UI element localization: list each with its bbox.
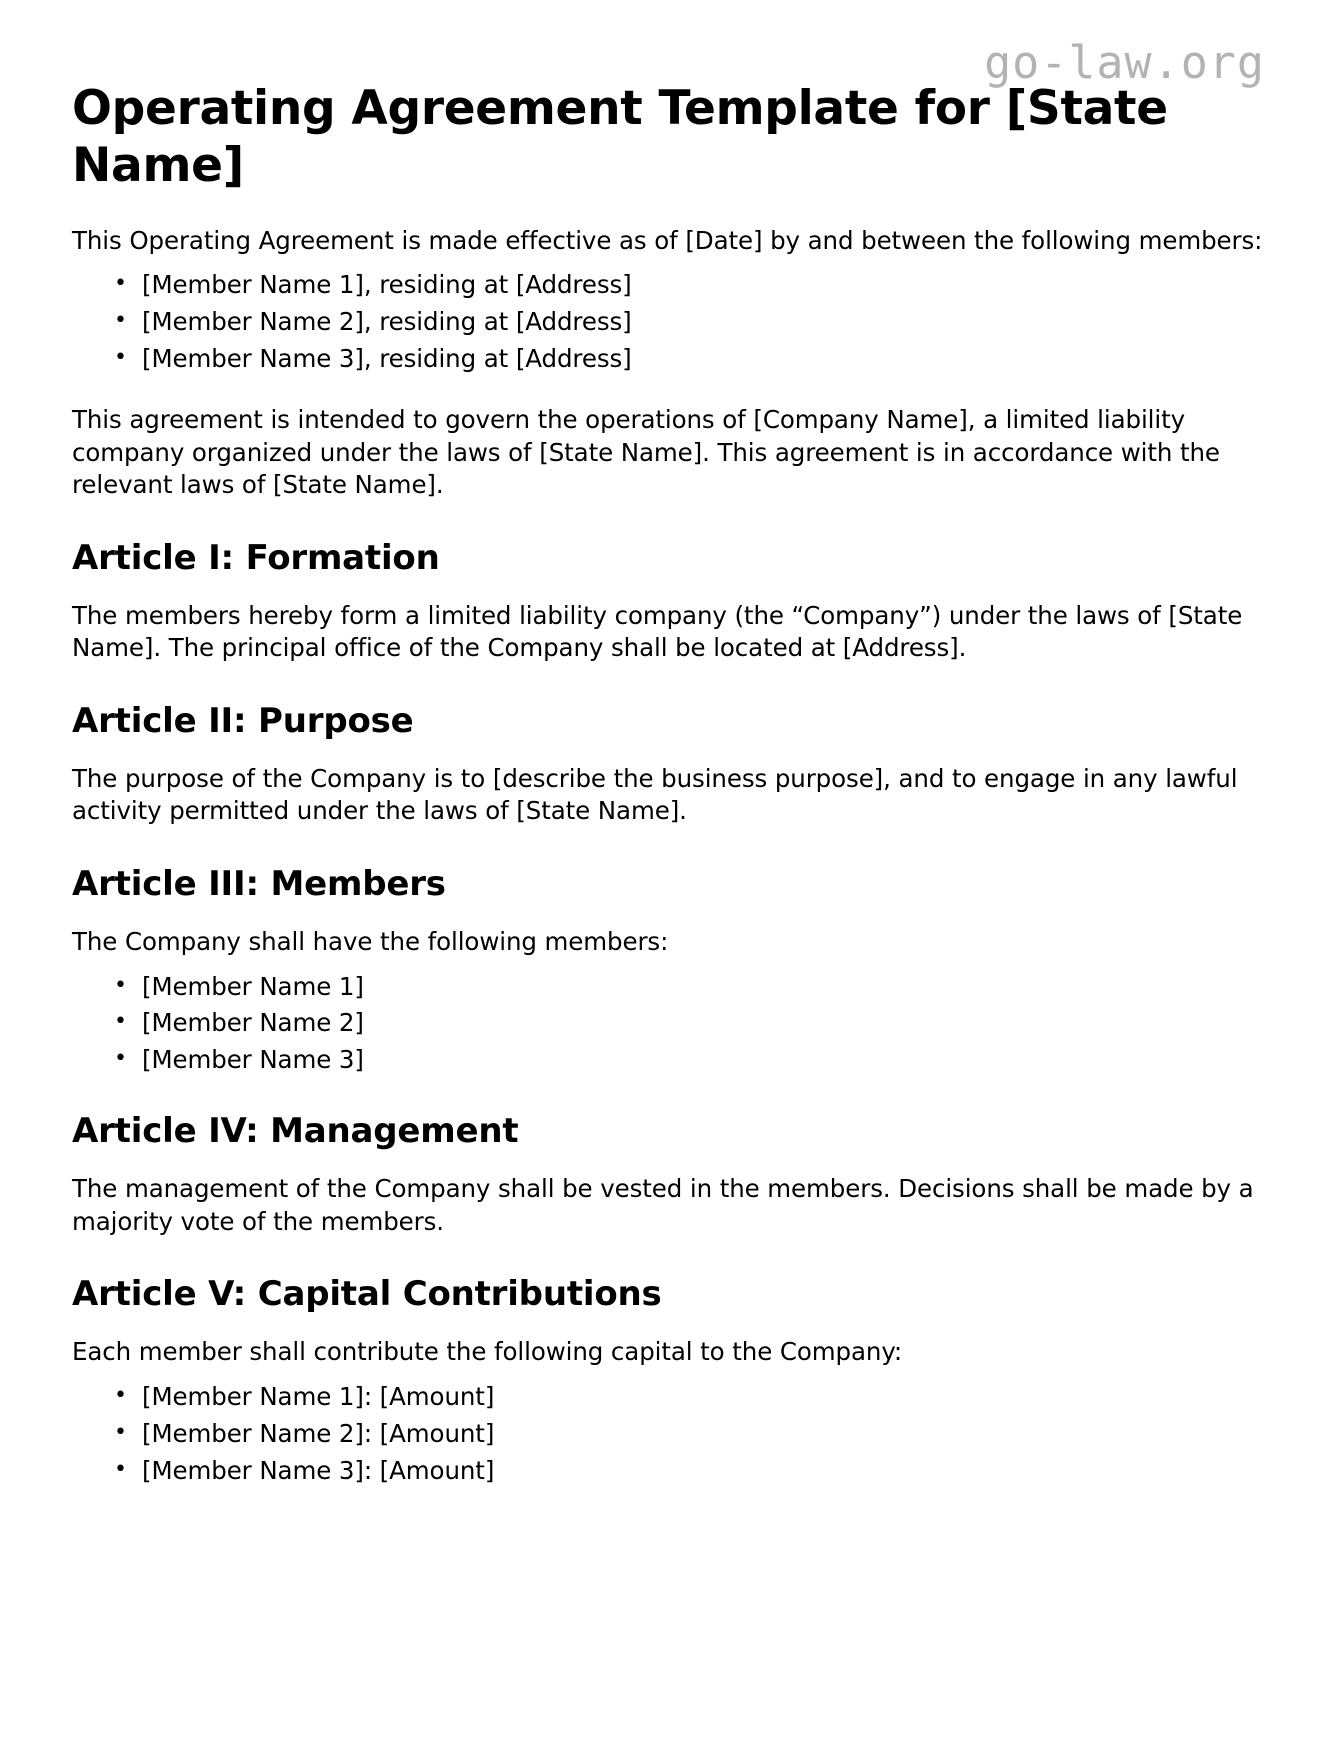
section-body-article-v (72, 1336, 1268, 1485)
capital-contributions-list (72, 1383, 1268, 1486)
intro-paragraph: This Operating Agreement is made effective as of [Date] by and between the following members: (72, 225, 1263, 255)
section-body-article-iii (72, 926, 1268, 1075)
list-item: • [Member Name 2], residing at [Address] (142, 308, 1268, 337)
section-paragraph: The management of the Company shall be vested in the members. Decisions shall be made by a majority vote of the members. (72, 1174, 1254, 1236)
governing-paragraph: This agreement is intended to govern the operations of [Company Name], a limited liability company organized under the laws of [State Name]. This agreement is in accordance with the relevant laws of [State Name]. (72, 404, 1220, 500)
section-heading-article-iv: Article IV: Management (72, 1111, 519, 1152)
list-item: • [Member Name 3]: [Amount] (142, 1457, 1268, 1486)
section-heading-article-iii: Article III: Members (72, 864, 446, 904)
list-item: • [Member Name 1]: [Amount] (142, 1383, 1268, 1412)
site-watermark: go-law.org (984, 36, 1265, 89)
section-paragraph: The purpose of the Company is to [describe the business purpose], and to engage in any lawful activity permitted under the laws of [State Name]. (72, 763, 1238, 826)
section-body-article-ii (72, 763, 1268, 828)
section-paragraph: The Company shall have the following members: (72, 927, 669, 956)
list-item: • [Member Name 1], residing at [Address] (142, 271, 1268, 300)
section-heading-article-v: Article V: Capital Contributions (72, 1274, 662, 1315)
list-item: • [Member Name 3], residing at [Address] (142, 345, 1268, 374)
section-body-article-i (72, 600, 1268, 665)
list-item: • [Member Name 2]: [Amount] (142, 1420, 1268, 1449)
section-heading-article-i: Article I: Formation (72, 537, 440, 578)
section-body-article-iv (72, 1173, 1268, 1238)
section-paragraph: The members hereby form a limited liability company (the “Company”) under the laws of [State Name]. The principal office of the Company shall be located at [Address]. (72, 600, 1243, 663)
intro-member-list (72, 271, 1268, 374)
page-title: Operating Agreement Template for [State Name] (72, 81, 1168, 194)
section-paragraph: Each member shall contribute the following capital to the Company: (72, 1337, 903, 1367)
list-item: • [Member Name 3] (142, 1046, 1268, 1075)
members-list (72, 973, 1268, 1076)
list-item: • [Member Name 1] (142, 973, 1268, 1002)
section-heading-article-ii: Article II: Purpose (72, 700, 414, 741)
list-item: • [Member Name 2] (142, 1009, 1268, 1038)
